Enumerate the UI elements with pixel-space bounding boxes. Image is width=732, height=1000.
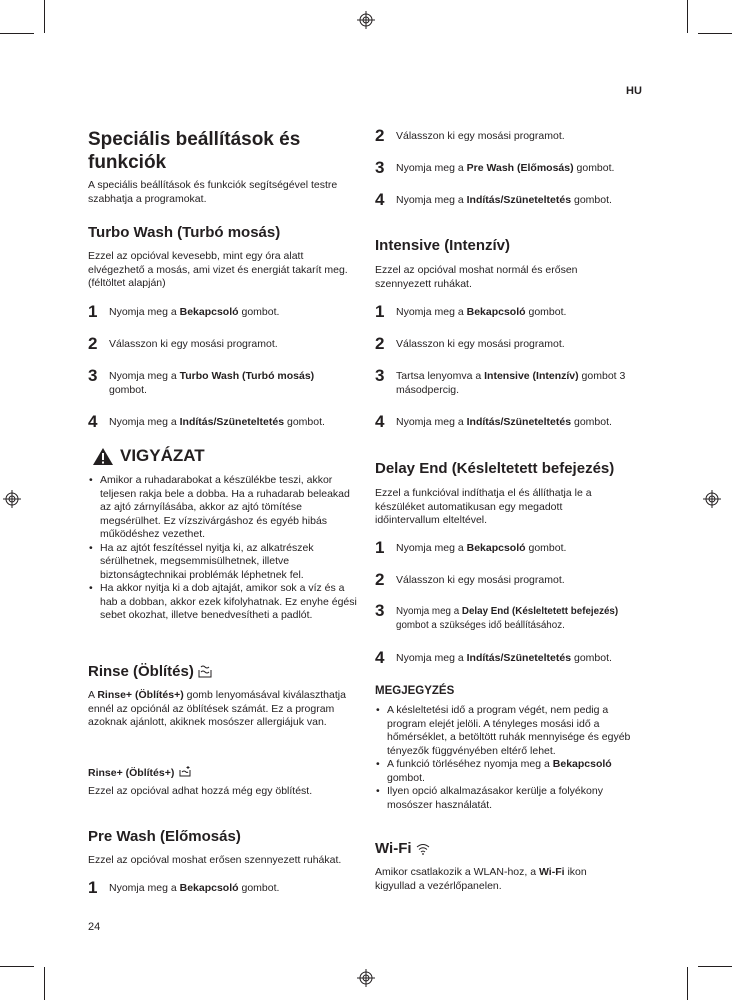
registration-mark-icon <box>3 490 21 508</box>
wifi-heading: Wi-Fi <box>375 840 412 857</box>
intensive-heading: Intensive (Intenzív) <box>375 237 511 254</box>
registration-mark-icon <box>357 11 375 29</box>
rinse-plus-desc: Ezzel az opcióval adhat hozzá még egy öblítést. <box>88 785 313 797</box>
step-number: 4 <box>88 412 98 431</box>
list-item: • Ha akkor nyitja ki a dob ajtaját, amikor sok a víz és a hab a dobban, akkor ezek kifolyhatnak. Ez enyhe égési sebet okozhat, illetve benedvesítheti a padlót. <box>88 582 358 623</box>
wifi-heading-row <box>375 840 430 858</box>
step-number: 1 <box>375 538 385 557</box>
step-number: 3 <box>375 158 385 177</box>
step-number: 4 <box>375 412 385 431</box>
delay-end-heading: Delay End (Késleltetett befejezés) <box>375 460 615 477</box>
rinse-plus-row <box>88 763 191 781</box>
list-item: • A funkció törléséhez nyomja meg a Bekapcsoló gombot. <box>375 758 643 785</box>
rinse-heading: Rinse (Öblítés) <box>88 663 194 680</box>
step-text: Nyomja meg a Indítás/Szüneteltetés gombot. <box>109 416 325 428</box>
step-text: Nyomja meg a Indítás/Szüneteltetés gombot. <box>396 416 612 428</box>
step-text: Válasszon ki egy mosási programot. <box>396 338 565 350</box>
page-title: Speciális beállítások és funkciók <box>88 129 301 173</box>
crop-mark <box>44 0 45 33</box>
registration-mark-icon <box>357 969 375 987</box>
step-number: 3 <box>88 366 98 385</box>
step-number: 1 <box>375 302 385 321</box>
registration-mark-icon <box>703 490 721 508</box>
step-text: Nyomja meg a Delay End (Késleltetett befejezés) gombot a szükséges idő beállításához. <box>396 606 619 631</box>
list-item: • Ilyen opció alkalmazásakor kerülje a folyékony mosószer használatát. <box>375 785 643 812</box>
intro-text: A speciális beállítások és funkciók segítségével testre szabhatja a programokat. <box>88 179 338 205</box>
turbo-wash-desc: Ezzel az opcióval kevesebb, mint egy óra alatt elvégezhető a mosás, ami vizet és energiát takarít meg. (féltöltet alapján) <box>88 250 348 289</box>
step-text: Tartsa lenyomva a Intensive (Intenzív) gombot 3 másodpercig. <box>396 370 626 396</box>
step-text: Nyomja meg a Bekapcsoló gombot. <box>396 306 567 318</box>
wifi-desc: Amikor csatlakozik a WLAN-hoz, a Wi-Fi ikon kigyullad a vezérlőpanelen. <box>375 866 587 892</box>
list-item: • A késleltetési idő a program végét, nem pedig a program elejét jelöli. A tényleges mosási idő a hőmérséklet, a betöltött ruhák mennyisége és egyéb tényezők függvényében eltérő lehet. <box>375 704 643 758</box>
step-text: Nyomja meg a Indítás/Szüneteltetés gombot. <box>396 652 612 664</box>
language-code: HU <box>626 85 642 97</box>
warning-triangle-icon <box>92 447 114 466</box>
step-number: 2 <box>375 334 385 353</box>
step-text: Válasszon ki egy mosási programot. <box>396 130 565 142</box>
step-number: 2 <box>88 334 98 353</box>
step-text: Nyomja meg a Bekapcsoló gombot. <box>109 882 280 894</box>
rinse-desc: A Rinse+ (Öblítés+) gomb lenyomásával kiválaszthatja ennél az opciónál az öblítések számát. Ez a program azoknak ajánlott, akiknek mosószer allergiájuk van. <box>88 689 346 728</box>
step-text: Nyomja meg a Turbo Wash (Turbó mosás) gombot. <box>109 370 315 396</box>
step-text: Válasszon ki egy mosási programot. <box>396 574 565 586</box>
crop-mark <box>687 967 688 1000</box>
turbo-wash-heading: Turbo Wash (Turbó mosás) <box>88 224 281 241</box>
intensive-desc: Ezzel az opcióval moshat normál és erősen szennyezett ruhákat. <box>375 264 578 290</box>
crop-mark <box>698 33 732 34</box>
rinse-icon <box>198 665 212 678</box>
wifi-icon <box>416 843 430 855</box>
rinse-plus-icon <box>179 766 191 777</box>
crop-mark <box>0 33 34 34</box>
note-list <box>375 704 643 812</box>
step-number: 3 <box>375 601 385 620</box>
caution-list <box>88 474 358 623</box>
rinse-heading-row <box>88 663 212 681</box>
crop-mark <box>44 967 45 1000</box>
step-text: Nyomja meg a Indítás/Szüneteltetés gombot. <box>396 194 612 206</box>
step-text: Nyomja meg a Pre Wash (Előmosás) gombot. <box>396 162 615 174</box>
note-title: MEGJEGYZÉS <box>375 685 455 697</box>
prewash-desc: Ezzel az opcióval moshat erősen szennyezett ruhákat. <box>88 854 342 866</box>
step-text: Válasszon ki egy mosási programot. <box>109 338 278 350</box>
step-number: 4 <box>375 190 385 209</box>
crop-mark <box>698 966 732 967</box>
crop-mark <box>0 966 34 967</box>
list-item: • Amikor a ruhadarabokat a készülékbe teszi, akkor teljesen rakja bele a dobba. Ha a ruhadarab beleakad az ajtó zárnyílásába, akkor az ajtó tömítése megsérülhet. Ez vízszivárgáshoz és egyéb hibás működéshez vezethet. <box>88 474 358 542</box>
step-text: Nyomja meg a Bekapcsoló gombot. <box>396 542 567 554</box>
step-number: 2 <box>375 126 385 145</box>
step-number: 4 <box>375 648 385 667</box>
delay-end-desc: Ezzel a funkcióval indíthatja el és állíthatja le a készüléket automatikusan egy megadott időintervallum elteltével. <box>375 487 592 526</box>
crop-mark <box>687 0 688 33</box>
rinse-plus-label: Rinse+ (Öblítés+) <box>88 767 175 779</box>
step-number: 3 <box>375 366 385 385</box>
caution-title: VIGYÁZAT <box>120 446 205 465</box>
page-number: 24 <box>88 921 101 933</box>
step-number: 2 <box>375 570 385 589</box>
prewash-heading: Pre Wash (Előmosás) <box>88 828 241 845</box>
step-number: 1 <box>88 878 98 897</box>
list-item: • Ha az ajtót feszítéssel nyitja ki, az alkatrészek sérülhetnek, megsemmisülhetnek, illetve biztonságtechnikai problémák léphetnek fel. <box>88 542 358 583</box>
step-text: Nyomja meg a Bekapcsoló gombot. <box>109 306 280 318</box>
step-number: 1 <box>88 302 98 321</box>
caution-heading <box>92 446 205 466</box>
